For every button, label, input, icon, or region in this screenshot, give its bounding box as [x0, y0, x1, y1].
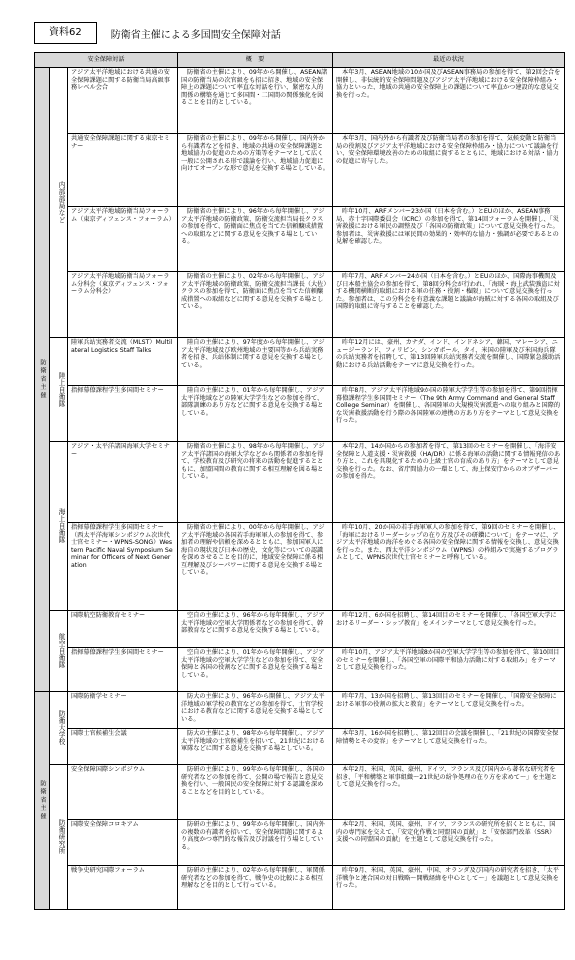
dialogue-desc: 防大の主催により、98年から毎年開催し、アジア太平洋地域の士官候補生を招いて、21世紀における軍隊などに関する意見を交換する場としている。	[178, 729, 333, 765]
dialogue-desc: 空自の主催により、96年から毎年開催し、アジア太平洋地域の空軍大学関係者などの参加を得て、幹部教育などに関する意見を交換する場としている。	[178, 611, 333, 648]
dialogue-name: 国際安全保障コロキアム	[68, 820, 178, 866]
dialogue-status: 本年2月、米国、英国、豪州、ドイツ、フランスの研究所を招くとともに、国内の専門家を交えて、「安定化作戦と同盟国の貢献」と「安保部門改革（SSR）支援への同盟国の貢献」を主題として意見交換を行った。	[333, 820, 565, 866]
group-label: 防衛大学校	[50, 692, 68, 765]
group-label: 航空自衛隊	[50, 611, 68, 692]
dialogue-status: 昨年12月、6か国を招聘し、第14回目のセミナーを開催し、「各国空軍大学におけるリーダー・シップ教育」をメインテーマとして意見交換を行った。	[333, 611, 565, 648]
table-row	[35, 820, 565, 866]
table-row	[35, 648, 565, 692]
table-row	[35, 207, 565, 272]
table-row	[35, 442, 565, 523]
dialogue-status: 本年3月、国内外から有識者及び防衛当局者の参加を得て、気候変動と防衛当局の役割及びアジア太平洋地域における安全保障枠組み・協力について議論を行い、安全保障環境改善のための取組に資するとともに、地域における対話・協力の促進に寄与した。	[333, 134, 565, 207]
org-label-top: 防衛省主催	[35, 68, 50, 692]
dialogue-status: 昨年7月、13か国を招聘し、第13回目のセミナーを開催し、「国際安全保障における軍事の役割の拡大と教育」をテーマとして意見交換を行った。	[333, 692, 565, 729]
dialogue-name: アジア太平洋地域防衛当局フォーラム（東京ディフェンス・フォーラム）	[68, 207, 178, 272]
header-overview: 概 要	[178, 53, 333, 68]
header-dialogue: 安全保障対話	[35, 53, 178, 68]
dialogue-desc: 防研の主催により、02年から毎年開催し、軍関係研究者などの参加を得て、戦争史の比較による相互理解などを目的として行っている。	[178, 866, 333, 910]
header-status: 最近の状況	[333, 53, 565, 68]
dialogue-desc: 防衛省の主催により、98年から毎年開催し、アジア太平洋諸国の海軍大学などから関係者の参加を得て、学校教育及び研究の将来の活動を促進するとともに、加盟国間の教育に関する相互理解を図る場としている。	[178, 442, 333, 523]
dialogue-desc: 防衛省の主催により、09年から開催し、国内外から有識者などを招き、地域の共通の安全保障課題と地域協力の促進のための方策等をテーマとして広く一般に公開される形で議論を行い、地域協力促進に向けてオープンな形で意見を交換する場としている。	[178, 134, 333, 207]
table-row	[35, 692, 565, 729]
dialogue-desc: 防衛省の主催により、00年から毎年開催し、アジア太平洋地域の各国若手海軍軍人の参加を得て、参加者の理解や信頼を深めるとともに、参加国軍人に海自の現状及び日本の歴史、文化等についての認識を深めさせることを目的に、地域安全保障に係る相互理解及びシーパワーに関する意見を交換する場としている。	[178, 523, 333, 611]
table-row	[35, 272, 565, 338]
dialogue-status: 本年3月、16か国を招聘し、第12回目の会議を開催し、「21世紀の国際安全保障情勢とその変容」をテーマとして意見交換を行った。	[333, 729, 565, 765]
dialogue-name: アジア・太平洋諸国海軍大学セミナー	[68, 442, 178, 523]
document-header	[34, 20, 281, 46]
table-row	[35, 765, 565, 820]
dialogue-status: 昨年9月、米国、英国、豪州、中国、オランダ及び国内の研究者を招き、「太平洋戦争と連合国の対日戦略～開戦経緯を中心として～」を議題として意見交換を行った。	[333, 866, 565, 910]
table-row	[35, 523, 565, 611]
dialogue-name: アジア太平洋地域における共通の安全保障課題に関する防衛当局高級事務レベル会合	[68, 68, 178, 134]
dialogue-desc: 防衛省の主催により、96年から毎年開催し、アジア太平洋地域の防衛政策、防衛交流担当局長クラスの参加を得て、防衛面に焦点を当てた信頼醸成措置への取組などに関する意見を交換する場としている。	[178, 207, 333, 272]
table-row	[35, 338, 565, 386]
table-header-row	[35, 53, 565, 68]
document-label: 資料62	[34, 22, 97, 44]
dialogue-table	[34, 52, 565, 910]
dialogue-name: 国際航空防衛教育セミナー	[68, 611, 178, 648]
dialogue-status: 昨年7月、ARFメンバー24か国（日本を含む。）とEUのほか、国際海事機関及び日本船主協会の参加を得て、第8回分科会が行われ、「海賊・海上武装強盗に対する機関横断的取組における軍の任務・役割・権限」について意見交換を行った。参加者は、この分科会を有意義な課題と議論が海賊に対する各国の取組及び国際的取組に寄与することを確認した。	[333, 272, 565, 338]
dialogue-desc: 防衛省の主催により、02年から毎年開催し、アジア太平洋地域の防衛政策、防衛交流担当課長（大佐）クラスの参加を得て、防衛面に焦点を当てた信頼醸成措置への取組などに関する意見を交換する場としている。	[178, 272, 333, 338]
dialogue-status: 本年2月、米国、英国、豪州、ドイツ、フランス及び国内から著名な研究者を招き、「平和構築と軍事組織～21世紀の紛争処理の在り方を求めて～」を主題として意見交換を行った。	[333, 765, 565, 820]
dialogue-name: 国際士官候補生会議	[68, 729, 178, 765]
dialogue-name: 陸軍兵站実務者交流（MLST）Multilateral Logistics Staff Talks	[68, 338, 178, 386]
document-title: 防衛省主催による多国間安全保障対話	[110, 29, 281, 41]
dialogue-name: 指揮幕僚課程学生多国間セミナー（西太平洋海軍シンポジウム次世代士官セミナー・WPNS-SONG）Western Pacific Naval Symposium Seminar for Officers of Next Generation	[68, 523, 178, 611]
dialogue-desc: 陸自の主催により、01年から毎年開催し、アジア太平洋地域などの陸軍大学学生などの参加を得て、部隊訓練のあり方などに関する意見を交換する場としている。	[178, 386, 333, 442]
dialogue-desc: 防衛省の主催により、09年から開催し、ASEAN諸国の防衛当局の次官級をも招に招き、地域の安全保障上の課題について率直な対話を行い、緊密な人的関係の構築を通じて多国間・二国間の関係強化を図ることを目的としている。	[178, 68, 333, 134]
dialogue-desc: 防大の主催により、96年から開催し、アジア太平洋地域の軍学校の教官などの参加を得て、士官学校における教育などに関する意見を交換する場としている。	[178, 692, 333, 729]
dialogue-status: 昨年10月、アジア太平洋地域8か国の空軍大学学生等の参加を得て、第10回目のセミナーを開催し、「各国空軍の国際平和協力活動に対する取組み」をテーマとして意見交換を行った。	[333, 648, 565, 692]
table-row	[35, 611, 565, 648]
group-label: 内部部局など	[50, 68, 68, 338]
dialogue-status: 昨年8月、アジア太平洋地域9か国の陸軍大学学生等の参加を得て、第9回指揮幕僚課程学生多国間セミナー（The 9th Army Command and General Staff College Seminar）を開催し、各国陸軍の大規模災害派遣への取り組みと国際的な災害救援活動を行う際の各国陸軍の連携の方あり方をテーマとして意見交換を行った。	[333, 386, 565, 442]
dialogue-desc: 防研の主催により、99年から毎年開催し、各国の研究者などの参加を得て、公開の場で報告と意見交換を行い、一般国民の安全保障に対する認識を深めることなどを目的としている。	[178, 765, 333, 820]
table-row	[35, 386, 565, 442]
dialogue-status: 昨年10月、20か国の若手海軍軍人の参加を得て、第9回のセミナーを開催し、「海軍におけるリーダーシップの在り方及びその研鑽について」をテーマに、アジア太平洋地域の海洋をめぐる各国の安全保障に関する情報を交換し、意見交換を行った。また、西太平洋シンポジウム（WPNS）の枠組みで実施するプログラムとして、WPNS次世代士官セミナーと呼称している。	[333, 523, 565, 611]
dialogue-name: 安全保障国際シンポジウム	[68, 765, 178, 820]
dialogue-desc: 陸自の主催により、97年度から毎年開催し、アジア太平洋地域及び欧州地域の主要国等から兵站実務者を招き、兵站体制に関する意見を交換する場としている。	[178, 338, 333, 386]
dialogue-name: 国際防衛学セミナー	[68, 692, 178, 729]
dialogue-name: 戦争史研究国際フォーラム	[68, 866, 178, 910]
table-row	[35, 729, 565, 765]
table-row	[35, 68, 565, 134]
group-label: 防衛研究所	[50, 765, 68, 910]
group-label: 陸上自衛隊	[50, 338, 68, 442]
dialogue-name: 共通安全保障課題に関する東京セミナー	[68, 134, 178, 207]
dialogue-desc: 空自の主催により、01年から毎年開催し、アジア太平洋地域の空軍大学学生などの参加を得て、安全保障と各国の役割などに関する意見を交換する場としている。	[178, 648, 333, 692]
dialogue-name: 指揮幕僚課程学生多国間セミナー	[68, 386, 178, 442]
group-label: 海上自衛隊	[50, 442, 68, 611]
org-label-bottom: 防衛省主催	[35, 692, 50, 910]
dialogue-desc: 防研の主催により、99年から毎年開催し、国内外の複数の有識者を招いて、安全保障問題に関するより高度かつ専門的な報告及び討議を行う場としている。	[178, 820, 333, 866]
dialogue-name: 指揮幕僚課程学生多国間セミナー	[68, 648, 178, 692]
table-row	[35, 866, 565, 910]
dialogue-status: 昨年10月、ARFメンバー23か国（日本を含む。）とEUのほか、ASEAN事務局、赤十字国際委員会（ICRC）の参加を得て、第14回フォーラムを開催し、「災害救援における軍民の調整及び「各国の防衛政策」について意見交換を行った。参加者は、災害救援には軍民間の効果的・効率的な協力・強調が必要であるとの見解を確認した。	[333, 207, 565, 272]
dialogue-name: アジア太平洋地域防衛当局フォーラム分科会（東京ディフェンス・フォーラム分科会）	[68, 272, 178, 338]
dialogue-status: 昨年12月には、豪州、カナダ、インド、インドネシア、韓国、マレーシア、ニュージーランド、フィリピン、シンガポール、タイ、米国の陸軍及び米国海兵隊の兵站実務者を招聘して、第13回陸軍兵站実務者交流を開催し、国際緊急援助活動における兵站活動をテーマに意見交換を行った。	[333, 338, 565, 386]
dialogue-status: 本年2月、14か国からの参加者を得て、第13回のセミナーを開催し、「海洋安全保障と人道支援・災害救援（HA/DR）に係る海軍の活動に関する情報発信のあり方と、これを具現化するための上級士官の育成のあり方」をテーマとして意見交換を行った。なお、省庁間協力の一環として、海上保安庁からのオブザーバーの参加を得た。	[333, 442, 565, 523]
table-row	[35, 134, 565, 207]
dialogue-status: 本年3月、ASEAN地域の10か国及びASEAN事務局の参加を得て、第2回会合を開催し、非伝統的安全保障問題及びアジア太平洋地域における安全保障枠組み・協力といった、地域の共通の安全保障上の課題について率直かつ建設的な意見交換を行った。	[333, 68, 565, 134]
